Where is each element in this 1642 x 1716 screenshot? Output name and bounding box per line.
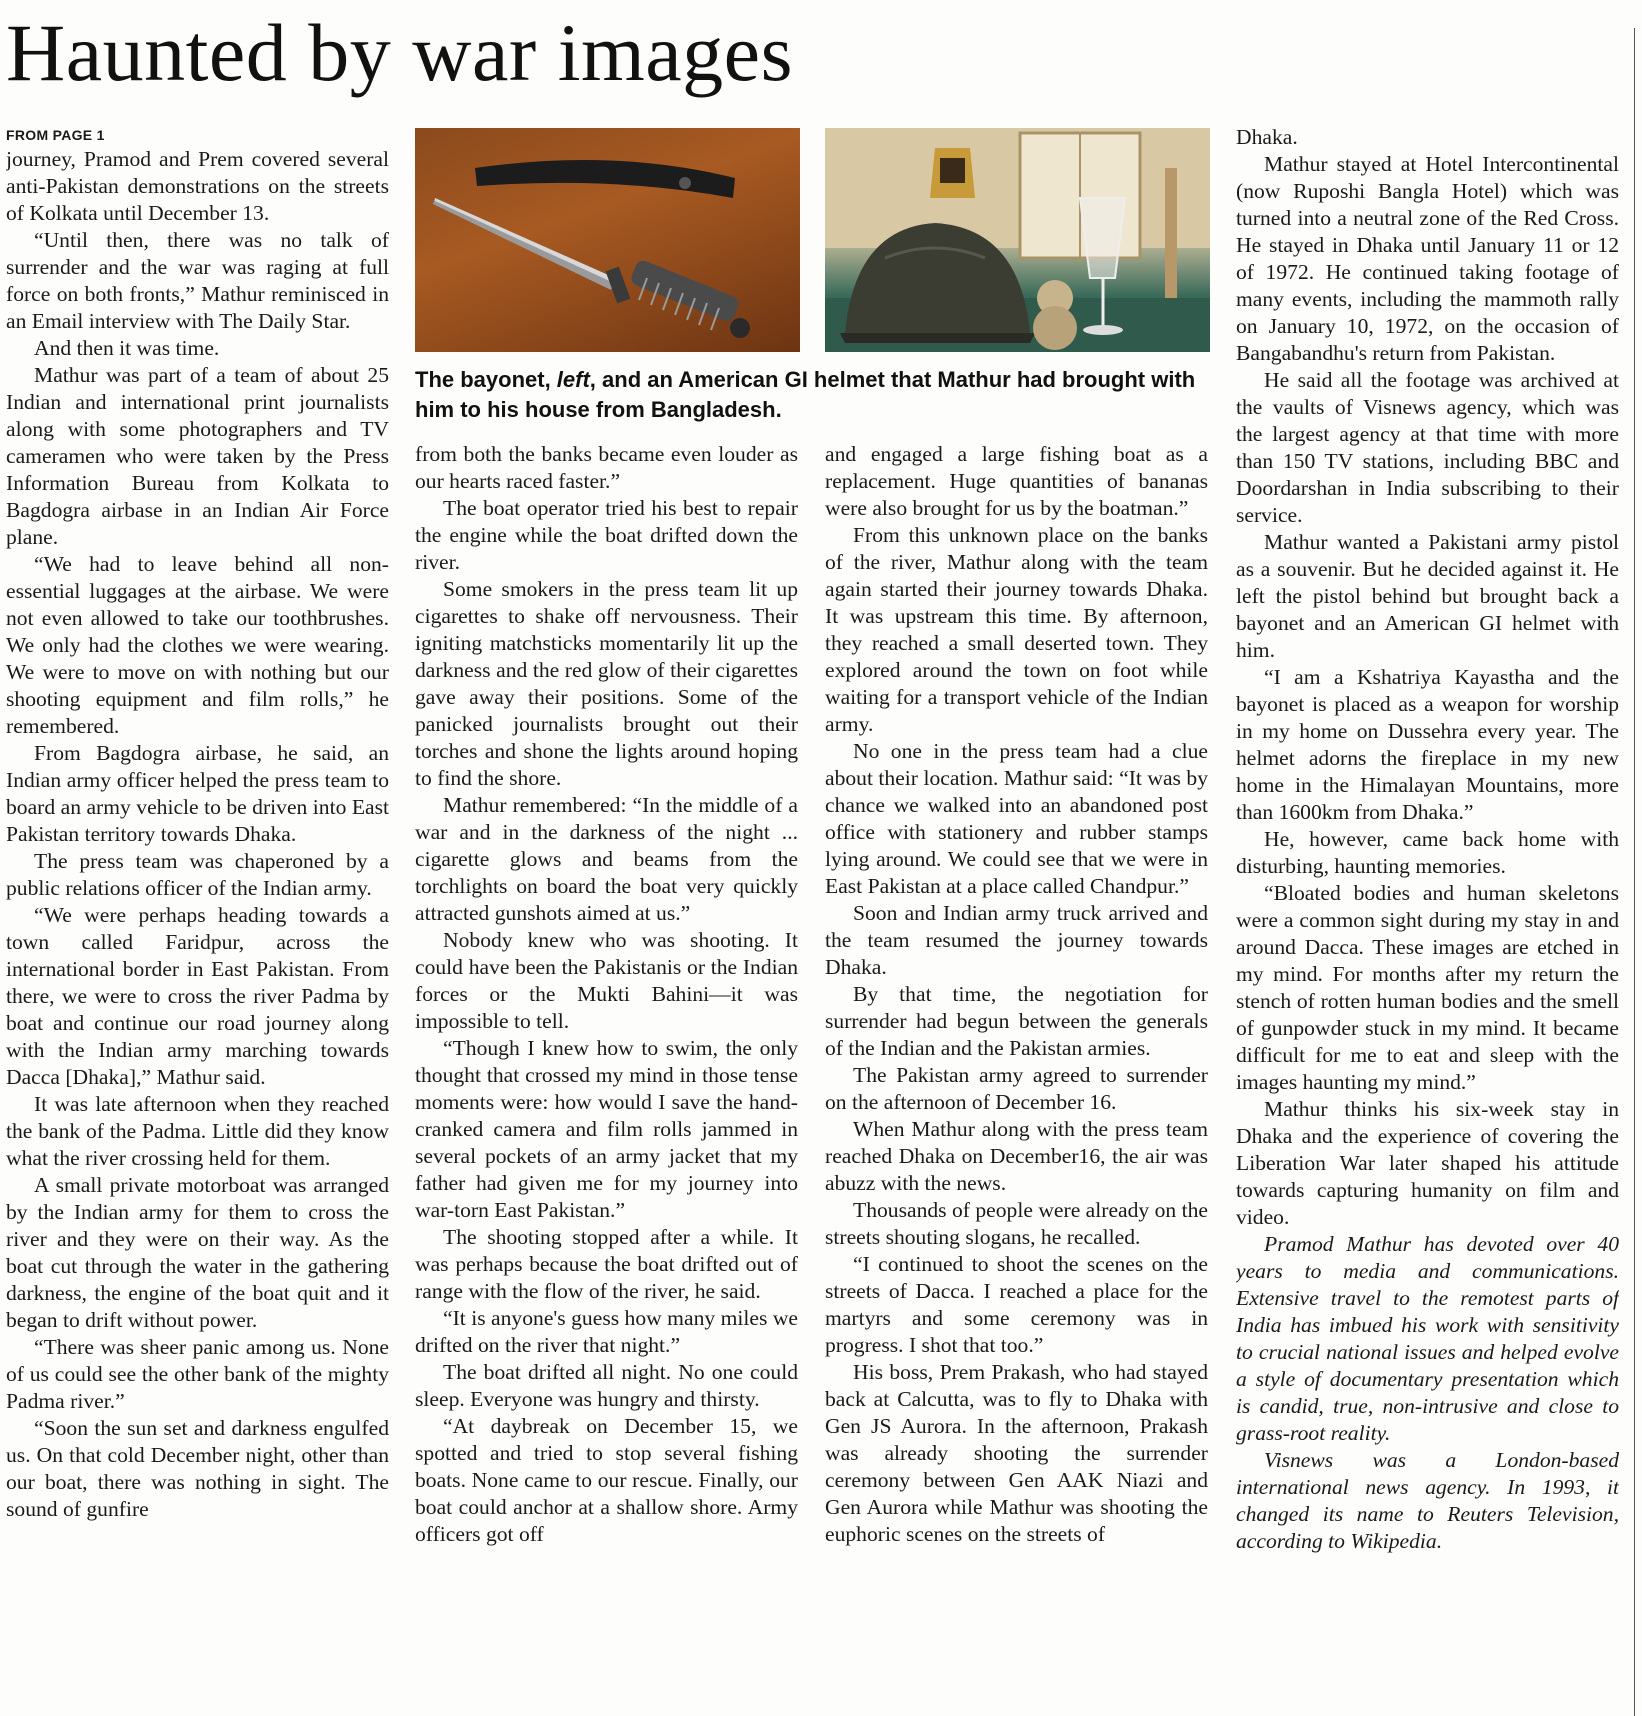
paragraph: His boss, Prem Prakash, who had stayed back at Calcutta, was to fly to Dhaka with Gen JS Aurora. In the afternoon, Prakash was already shooting the surrender ceremony between Gen AAK Niazi and Gen Aurora while Mathur was shooting the euphoric scenes on the streets of <box>825 1360 1208 1546</box>
paragraph: “Soon the sun set and darkness engulfed us. On that cold December night, other than our boat, there was nothing in sight. The sound of gunfire <box>6 1416 389 1521</box>
paragraph: “We had to leave behind all non-essential luggages at the airbase. We were not even allowed to take our toothbrushes. We only had the clothes we were wearing. We were to move on with nothing but our shooting equipment and film rolls,” he remembered. <box>6 552 389 738</box>
paragraph: “Until then, there was no talk of surrender and the war was raging at full force on both fronts,” Mathur reminisced in an Email interview with The Daily Star. <box>6 228 389 333</box>
paragraph: From Bagdogra airbase, he said, an Indian army officer helped the press team to board an army vehicle to be driven into East Pakistan territory towards Dhaka. <box>6 741 389 846</box>
paragraph: No one in the press team had a clue about their location. Mathur said: “It was by chance we walked into an abandoned post office with stationery and rubber stamps lying around. We could see that we were in East Pakistan at a place called Chandpur.” <box>825 739 1208 898</box>
paragraph: Nobody knew who was shooting. It could have been the Pakistanis or the Indian forces or the Mukti Bahini—it was impossible to tell. <box>415 928 798 1033</box>
visnews-note: Visnews was a London-based international news agency. In 1993, it changed its name to Reuters Television, according to Wikipedia. <box>1236 1448 1619 1553</box>
paragraph: Soon and Indian army truck arrived and the team resumed the journey towards Dhaka. <box>825 901 1208 979</box>
paragraph: “I continued to shoot the scenes on the streets of Dacca. I reached a place for the martyrs and some ceremony was in progress. I shot that too.” <box>825 1252 1208 1357</box>
paragraph: “We were perhaps heading towards a town called Faridpur, across the international border in East Pakistan. From there, we were to cross the river Padma by boat and continue our road journey along with the Indian army marching towards Dacca [Dhaka],” Mathur said. <box>6 903 389 1089</box>
paragraph: “I am a Kshatriya Kayastha and the bayonet is placed as a weapon for worship in my home on Dussehra every year. The helmet adorns the fireplace in my new home in the Himalayan Mountains, more than 1600km from Dhaka.” <box>1236 665 1619 824</box>
paragraph: and engaged a large fishing boat as a replacement. Huge quantities of bananas were also brought for us by the boatman.” <box>825 442 1208 520</box>
paragraph: By that time, the negotiation for surrender had begun between the generals of the Indian and the Pakistan armies. <box>825 982 1208 1060</box>
paragraph: Mathur wanted a Pakistani army pistol as a souvenir. But he decided against it. He left the pistol behind but brought back a bayonet and an American GI helmet with him. <box>1236 530 1619 662</box>
paragraph: Some smokers in the press team lit up cigarettes to shake off nervousness. Their igniting matchsticks momentarily lit up the darkness and the red glow of their cigarettes gave away their positions. Some of the panicked journalists brought out their torches and shone the lights around hoping to find the shore. <box>415 577 798 790</box>
bayonet-photo <box>415 128 800 352</box>
paragraph: Dhaka. <box>1236 125 1298 149</box>
helmet-photo <box>825 128 1210 352</box>
paragraph: Mathur stayed at Hotel Intercontinental (now Ruposhi Bangla Hotel) which was turned into a neutral zone of the Red Cross. He stayed in Dhaka until January 11 or 12 of 1972. He continued taking footage of many events, including the mammoth rally on January 10, 1972, on the occasion of Bangabandhu's return from Pakistan. <box>1236 152 1619 365</box>
author-bio: Pramod Mathur has devoted over 40 years to media and communications. Extensive travel to the remotest parts of India has imbued his work with sensitivity to crucial national issues and helped evolve a style of documentary presentation which is candid, true, non-intrusive and close to grass-root reality. <box>1236 1232 1619 1445</box>
paragraph: From this unknown place on the banks of the river, Mathur along with the team again started their journey towards Dhaka. It was upstream this time. By afternoon, they reached a small deserted town. They explored around the town on foot while waiting for a transport vehicle of the Indian army. <box>825 523 1208 736</box>
paragraph: The shooting stopped after a while. It was perhaps because the boat drifted out of range with the flow of the river, he said. <box>415 1225 798 1303</box>
paragraph: “Though I knew how to swim, the only thought that crossed my mind in those tense moments were: how would I save the hand-cranked camera and film rolls jammed in several pockets of an army jacket that my father had given me for my journey into war-torn East Pakistan.” <box>415 1036 798 1222</box>
paragraph: The boat operator tried his best to repair the engine while the boat drifted down the river. <box>415 496 798 574</box>
paragraph: The boat drifted all night. No one could sleep. Everyone was hungry and thirsty. <box>415 1360 798 1411</box>
paragraph: Mathur remembered: “In the middle of a war and in the darkness of the night ... cigarette glows and beams from the torchlights on board the boat very quickly attracted gunshots aimed at us.” <box>415 793 798 925</box>
article-column-2 <box>415 441 798 1716</box>
bayonet-icon <box>415 128 800 352</box>
paragraph: He said all the footage was archived at the vaults of Visnews agency, which was the largest agency at that time with more than 150 TV stations, including BBC and Doordarshan in India subscribing to their service. <box>1236 368 1619 527</box>
article-column-4 <box>1236 124 1619 1716</box>
paragraph: “There was sheer panic among us. None of us could see the other bank of the mighty Padma river.” <box>6 1335 389 1413</box>
paragraph: When Mathur along with the press team reached Dhaka on December16, the air was abuzz with the news. <box>825 1117 1208 1195</box>
photo-caption: The bayonet, left, and an American GI helmet that Mathur had brought with him to his house from Bangladesh. <box>415 367 1196 422</box>
page-edge-rule <box>1634 28 1635 1716</box>
paragraph: journey, Pramod and Prem covered several anti-Pakistan demonstrations on the streets of Kolkata until December 13. <box>6 147 389 225</box>
kicker-from-page-1: FROM PAGE 1 <box>6 127 105 143</box>
paragraph: He, however, came back home with disturbing, haunting memories. <box>1236 827 1619 878</box>
article-column-1 <box>6 124 389 1716</box>
paragraph: “At daybreak on December 15, we spotted and tried to stop several fishing boats. None came to our rescue. Finally, our boat could anchor at a shallow shore. Army officers got off <box>415 1414 798 1546</box>
paragraph: A small private motorboat was arranged by the Indian army for them to cross the river and they were on their way. As the boat cut through the water in the gathering darkness, the engine of the boat quit and it began to drift without power. <box>6 1173 389 1332</box>
paragraph: And then it was time. <box>34 336 220 360</box>
paragraph: “It is anyone's guess how many miles we drifted on the river that night.” <box>415 1306 798 1357</box>
paragraph: The press team was chaperoned by a public relations officer of the Indian army. <box>6 849 389 900</box>
paragraph: The Pakistan army agreed to surrender on the afternoon of December 16. <box>825 1063 1208 1114</box>
paragraph: Mathur was part of a team of about 25 Indian and international print journalists along with some photographers and TV cameramen who were taken by the Press Information Bureau from Kolkata to Bagdogra airbase in an Indian Air Force plane. <box>6 363 389 549</box>
paragraph: Thousands of people were already on the streets shouting slogans, he recalled. <box>825 1198 1208 1249</box>
paragraph: “Bloated bodies and human skeletons were a common sight during my stay in and around Dacca. These images are etched in my mind. For months after my return the stench of rotten human bodies and the smell of gunpowder stuck in my mind. It became difficult for me to eat and sleep with the images haunting my mind.” <box>1236 881 1619 1094</box>
paragraph: from both the banks became even louder as our hearts raced faster.” <box>415 442 798 493</box>
paragraph: Mathur thinks his six-week stay in Dhaka and the experience of covering the Liberation War later shaped his attitude towards capturing humanity on film and video. <box>1236 1097 1619 1229</box>
article-column-3 <box>825 441 1208 1716</box>
paragraph: It was late afternoon when they reached the bank of the Padma. Little did they know what the river crossing held for them. <box>6 1092 389 1170</box>
headline: Haunted by war images <box>6 7 793 98</box>
helmet-icon <box>825 128 1210 352</box>
